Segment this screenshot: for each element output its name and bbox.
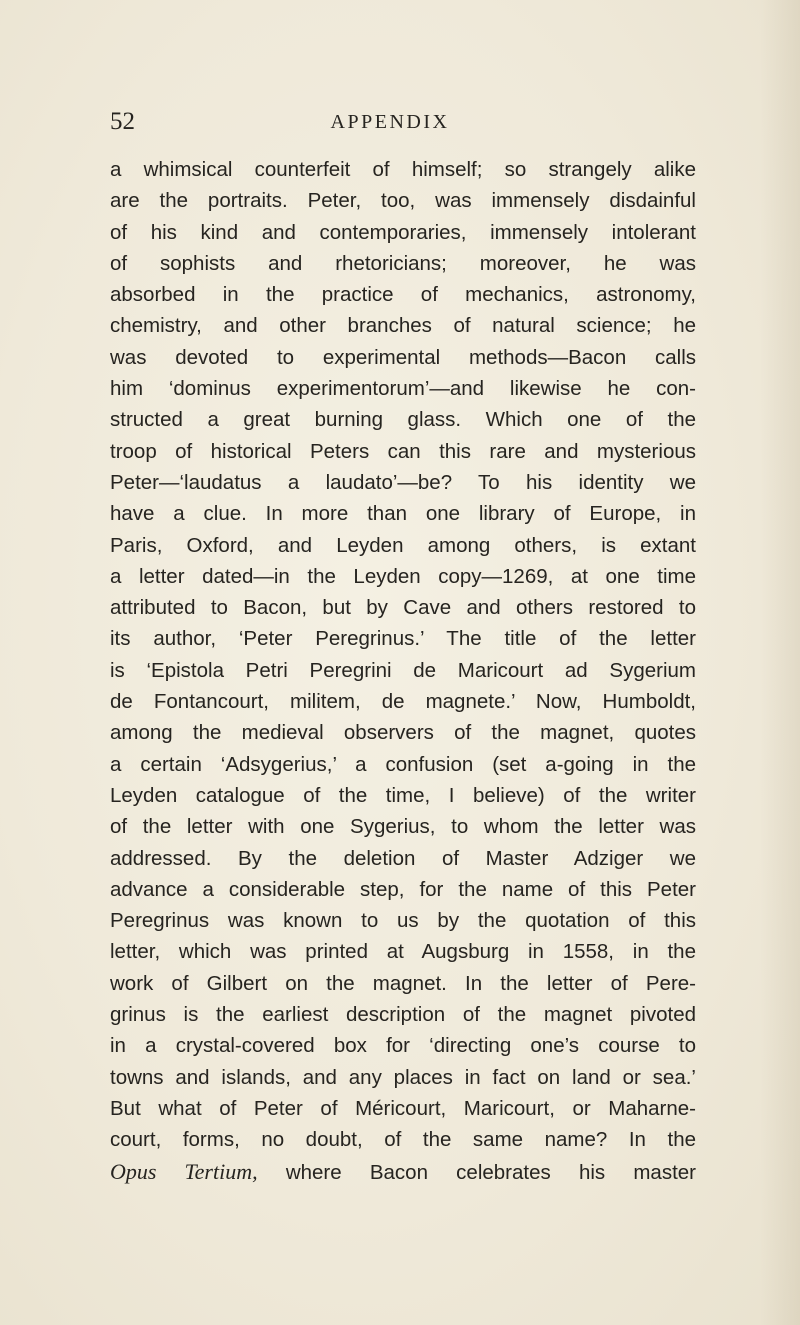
text-line: him ‘dominus experimentorum’—and likewise he con- [110, 377, 696, 401]
text-line: of the letter with one Sygerius, to whom the letter was [110, 815, 696, 839]
text-line: troop of historical Peters can this rare and mysterious [110, 439, 696, 463]
text-line: was devoted to experimental methods—Bacon calls [110, 345, 696, 369]
text-line: a letter dated—in the Leyden copy—1269, at one time [110, 564, 696, 588]
text-line: Leyden catalogue of the time, I believe) of the writer [110, 783, 696, 807]
page-header [110, 104, 670, 140]
text-line: de Fontancourt, militem, de magnete.’ Now, Humboldt, [110, 690, 696, 714]
text-line: work of Gilbert on the magnet. In the letter of Pere- [110, 971, 696, 995]
running-head: APPENDIX [330, 111, 450, 133]
text-line-rest: where Bacon celebrates his master [285, 1160, 696, 1184]
italic-title: Opus Tertium, [110, 1158, 258, 1184]
text-line: towns and islands, and any places in fact on land or sea.’ [110, 1065, 696, 1089]
text-line-last [110, 1156, 696, 1187]
text-line: court, forms, no doubt, of the same name? In the [110, 1128, 696, 1152]
text-line: its author, ‘Peter Peregrinus.’ The title of the letter [110, 627, 696, 651]
text-line: addressed. By the deletion of Master Adziger we [110, 846, 696, 870]
page-edge-shadow [760, 0, 800, 1325]
text-line: a certain ‘Adsygerius,’ a confusion (set a-going in the [110, 752, 696, 776]
text-line: of his kind and contemporaries, immensely intolerant [110, 220, 696, 244]
page-number: 52 [110, 108, 135, 135]
text-line: grinus is the earliest description of the magnet pivoted [110, 1003, 696, 1027]
text-line: structed a great burning glass. Which one of the [110, 408, 696, 432]
text-line: Peter—‘laudatus a laudato’—be? To his identity we [110, 470, 696, 494]
text-line: a whimsical counterfeit of himself; so strangely alike [110, 158, 696, 181]
text-line: But what of Peter of Méricourt, Maricourt, or Maharne- [110, 1096, 696, 1120]
text-line: Peregrinus was known to us by the quotation of this [110, 909, 696, 933]
text-line: of sophists and rhetoricians; moreover, he was [110, 251, 696, 275]
body-text [110, 154, 696, 1187]
text-line: in a crystal-covered box for ‘directing one’s course to [110, 1034, 696, 1058]
text-line: attributed to Bacon, but by Cave and others restored to [110, 596, 696, 620]
text-line: have a clue. In more than one library of Europe, in [110, 502, 696, 526]
text-line: chemistry, and other branches of natural science; he [110, 314, 696, 338]
text-line: letter, which was printed at Augsburg in 1558, in the [110, 940, 696, 964]
text-line: absorbed in the practice of mechanics, astronomy, [110, 283, 696, 307]
text-line: advance a considerable step, for the name of this Peter [110, 877, 696, 901]
text-line: are the portraits. Peter, too, was immensely disdainful [110, 189, 696, 213]
text-line: Paris, Oxford, and Leyden among others, is extant [110, 533, 696, 557]
text-line: is ‘Epistola Petri Peregrini de Maricourt ad Sygerium [110, 658, 696, 682]
text-line: among the medieval observers of the magnet, quotes [110, 721, 696, 745]
